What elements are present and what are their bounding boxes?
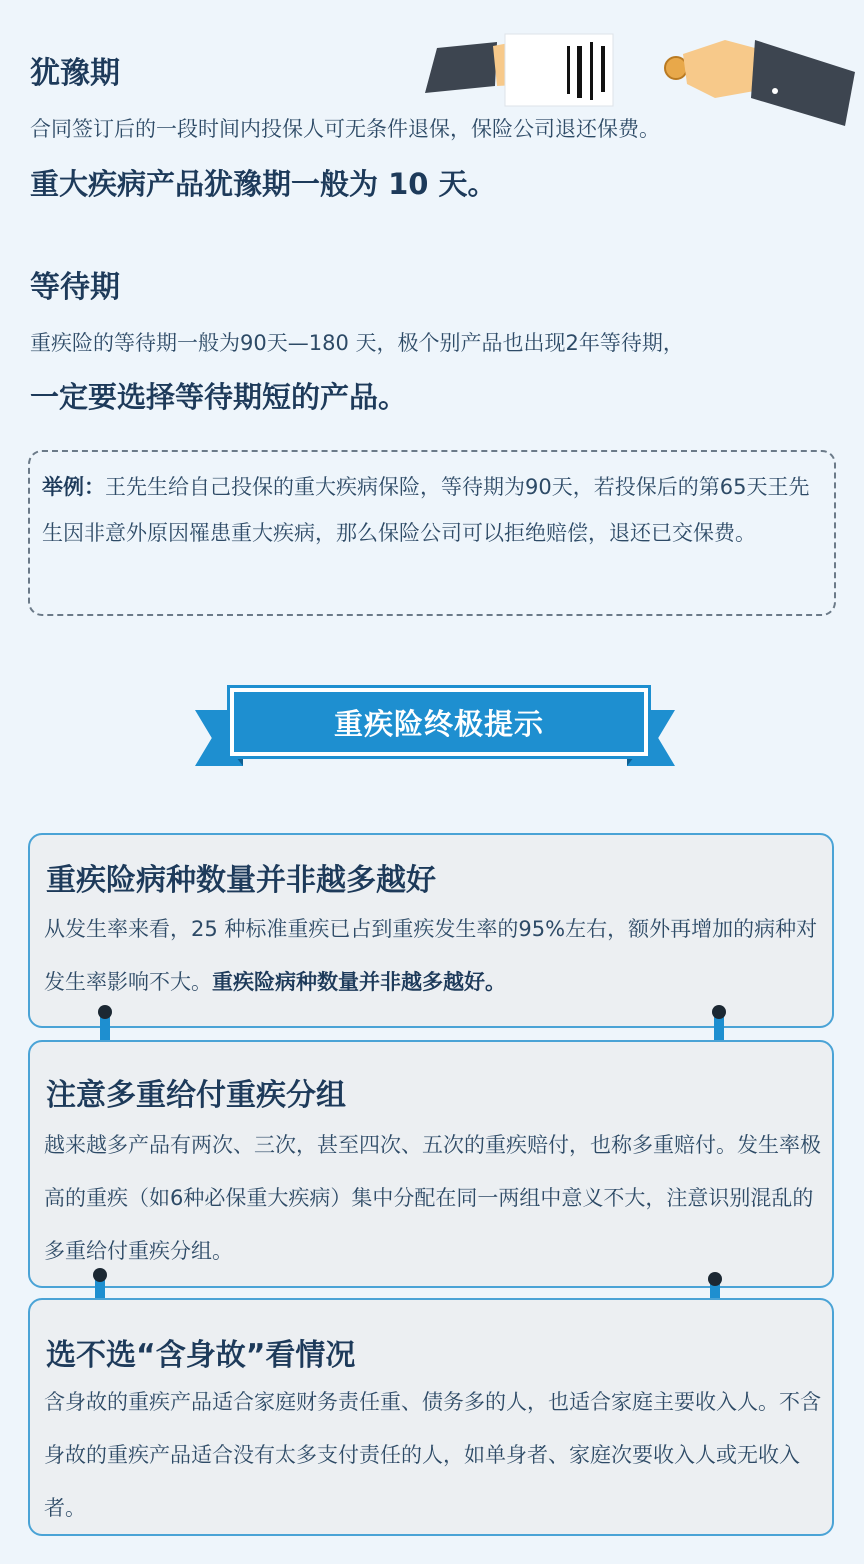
waiting-period-title: 等待期: [30, 270, 120, 305]
grace-period-desc: 合同签订后的一段时间内投保人可无条件退保，保险公司退还保费。: [30, 117, 660, 141]
ribbon-main: [230, 688, 648, 756]
example-box: [28, 450, 836, 616]
card-text: 越来越多产品有两次、三次，甚至四次、五次的重疾赔付，也称多重赔付。发生率极高的重疾（如6种必保重大疾病）集中分配在同一两组中意义不大，注意识别混乱的多重给付重疾分组。: [44, 1133, 821, 1263]
ribbon-title: 重疾险终极提示: [333, 706, 544, 741]
card-title: 重疾险病种数量并非越多越好: [46, 863, 436, 898]
card-title: 选不选“含身故”看情况: [46, 1338, 356, 1373]
card-body: 从发生率来看，25 种标准重疾已占到重疾发生率的95%左右，额外再增加的病种对发生率影响不大。: [44, 917, 818, 994]
card-text: [44, 903, 824, 1009]
waiting-period-desc: 重疾险的等待期一般为90天—180 天，极个别产品也出现2年等待期，: [30, 331, 684, 355]
tips-ribbon-banner: [195, 688, 675, 778]
card-text: 含身故的重疾产品适合家庭财务责任重、债务多的人，也适合家庭主要收入人。不含身故的重疾产品适合没有太多支付责任的人，如单身者、家庭次要收入人或无收入者。: [44, 1390, 821, 1520]
waiting-period-emphasis: 一定要选择等待期短的产品。: [30, 380, 408, 414]
tip-card-multiple-payout: [28, 1040, 834, 1288]
handshake-payment-icon: [425, 28, 860, 128]
grace-period-emphasis: 重大疾病产品犹豫期一般为 10 天。: [30, 167, 497, 201]
tip-card-death-benefit: [28, 1298, 834, 1536]
example-label: 举例：: [42, 475, 105, 499]
card-bold-conclusion: 重疾险病种数量并非越多越好。: [212, 970, 506, 994]
grace-period-title: 犹豫期: [30, 56, 120, 91]
card-title: 注意多重给付重疾分组: [46, 1078, 346, 1113]
example-text: [42, 464, 822, 556]
tip-card-disease-count: [28, 833, 834, 1028]
example-body: 王先生给自己投保的重大疾病保险，等待期为90天，若投保后的第65天王先生因非意外原因罹患重大疾病，那么保险公司可以拒绝赔偿，退还已交保费。: [42, 475, 810, 545]
